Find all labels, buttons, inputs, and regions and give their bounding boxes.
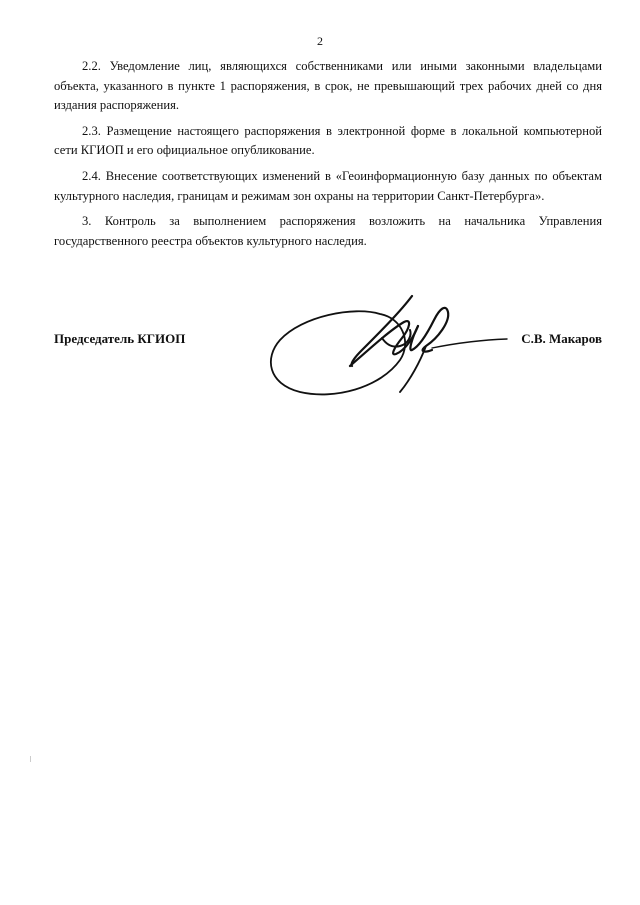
page-number: 2 — [317, 34, 323, 48]
document-body — [54, 57, 602, 257]
paragraph-2-2: 2.2. Уведомление лиц, являющихся собственниками или иными законными владельцами объекта, указанного в пункте 1 распоряжения, в срок, не превышающий трех рабочих дней со дня издания распоряжения. — [54, 59, 602, 113]
paragraph-2-4: 2.4. Внесение соответствующих изменений в «Геоинформационную базу данных по объектам культурного наследия, границам и режимам зон охраны на территории Санкт-Петербурга». — [54, 168, 602, 203]
signatory-name: С.В. Макаров — [521, 331, 602, 346]
signatory-position: Председатель КГИОП — [54, 331, 186, 346]
paragraph-2-3: 2.3. Размещение настоящего распоряжения в электронной форме в локальной компьютерной сети КГИОП и его официальное опубликование. — [54, 123, 602, 158]
scan-artifact — [30, 756, 31, 762]
paragraph-3: 3. Контроль за выполнением распоряжения возложить на начальника Управления государственного реестра объектов культурного наследия. — [54, 214, 602, 248]
handwritten-signature — [262, 292, 522, 412]
